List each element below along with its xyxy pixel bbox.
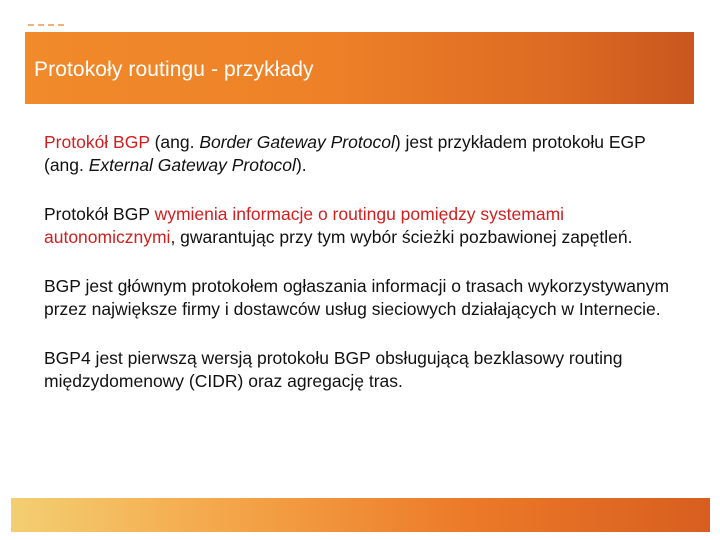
text-segment: Protokół BGP — [44, 204, 155, 224]
text-segment: External Gateway Protocol — [88, 155, 296, 175]
paragraph — [44, 275, 684, 321]
corner-decoration — [28, 24, 64, 26]
text-segment: Border Gateway Protocol — [199, 132, 395, 152]
text-segment: BGP4 jest pierwszą wersją protokołu BGP obsługującą bezklasowy routing międzydomenowy (CIDR) oraz agregację tras. — [44, 348, 623, 391]
paragraph — [44, 131, 684, 177]
footer-bar — [11, 498, 710, 532]
text-segment: ). — [295, 155, 307, 175]
slide-content — [44, 131, 684, 419]
text-segment: Protokół BGP — [44, 132, 150, 152]
paragraph — [44, 203, 684, 249]
text-segment: , gwarantując przy tym wybór ścieżki pozbawionej zapętleń. — [170, 227, 633, 247]
text-segment: ) jest przykładem protokołu EGP (ang. — [44, 132, 646, 175]
slide-title: Protokoły routingu - przykłady — [34, 58, 314, 81]
text-segment: wymienia informacje o routingu pomiędzy systemami autonomicznymi — [44, 204, 565, 247]
paragraph — [44, 347, 684, 393]
text-segment: BGP jest głównym protokołem ogłaszania informacji o trasach wykorzystywanym przez największe firmy i dostawców usług sieciowych działających w Internecie. — [44, 276, 670, 319]
text-segment: (ang. — [149, 132, 200, 152]
